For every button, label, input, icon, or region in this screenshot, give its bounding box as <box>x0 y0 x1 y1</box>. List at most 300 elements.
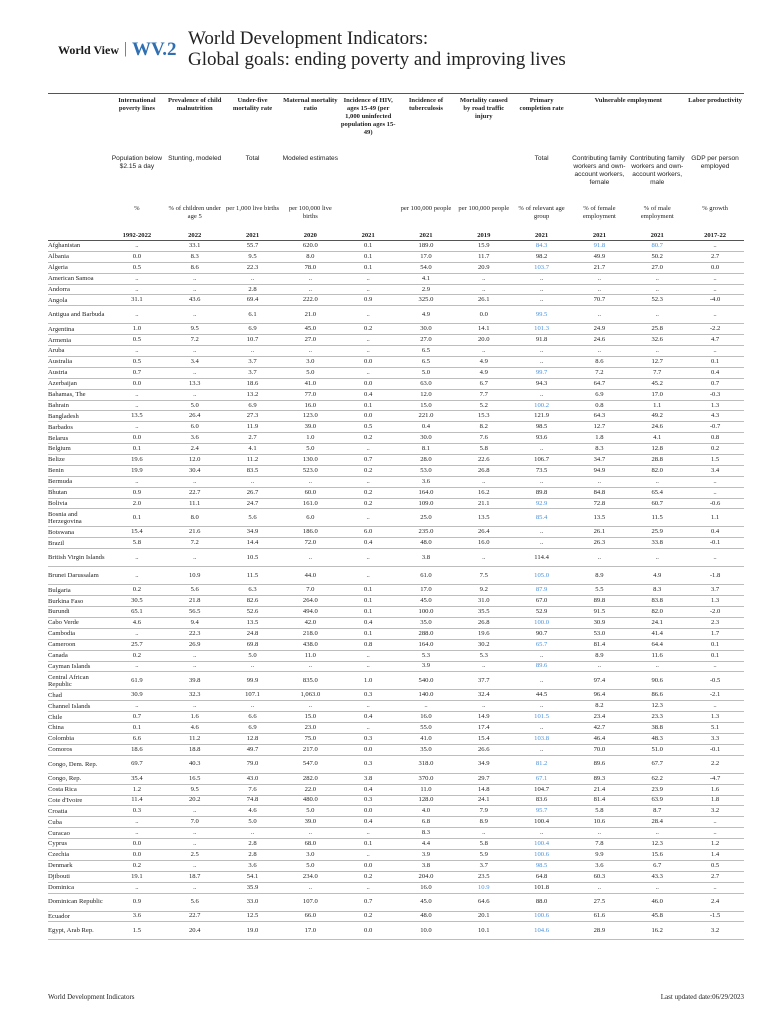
data-cell: 0.0 <box>108 378 166 389</box>
data-cell: 5.8 <box>455 444 513 455</box>
data-cell: 100.0 <box>397 607 455 618</box>
data-cell: 10.9 <box>166 567 224 585</box>
data-cell: 54.0 <box>397 262 455 273</box>
data-cell: 12.7 <box>628 357 686 368</box>
data-cell: 100.0 <box>513 617 571 628</box>
data-cell: 10.0 <box>397 922 455 940</box>
col-unit: per 100,000 people <box>400 205 452 212</box>
data-cell: 26.3 <box>571 538 629 549</box>
data-cell: 5.0 <box>166 400 224 411</box>
data-cell: -0.1 <box>686 744 744 755</box>
col-subtitle: Stunting, modeled <box>168 155 222 162</box>
data-cell: 101.3 <box>513 324 571 335</box>
col-unit: % growth <box>702 205 728 212</box>
data-cell: .. <box>513 650 571 661</box>
data-cell: .. <box>686 273 744 284</box>
data-cell: 64.4 <box>628 639 686 650</box>
data-cell: 0.2 <box>108 585 166 596</box>
data-cell: 34.9 <box>224 527 282 538</box>
data-cell: 32.6 <box>628 335 686 346</box>
data-cell: 90.6 <box>628 672 686 690</box>
data-cell: .. <box>339 882 397 893</box>
data-cell: 23.4 <box>571 712 629 723</box>
data-cell: 0.4 <box>339 617 397 628</box>
data-cell: 6.0 <box>166 422 224 433</box>
data-cell: 31.0 <box>455 596 513 607</box>
data-cell: 8.3 <box>628 585 686 596</box>
table-row <box>48 241 744 252</box>
data-cell: 12.0 <box>397 389 455 400</box>
data-cell: 0.4 <box>339 712 397 723</box>
data-cell: .. <box>628 828 686 839</box>
data-cell: 835.0 <box>281 672 339 690</box>
data-cell: .. <box>513 389 571 400</box>
data-cell: 97.4 <box>571 672 629 690</box>
data-cell: 0.4 <box>339 784 397 795</box>
data-cell: 480.0 <box>281 795 339 806</box>
data-cell: 1.1 <box>628 400 686 411</box>
data-cell: 114.4 <box>513 549 571 567</box>
data-cell: 5.0 <box>281 367 339 378</box>
data-cell: 75.0 <box>281 733 339 744</box>
data-cell: 3.7 <box>224 357 282 368</box>
data-cell: 0.0 <box>108 849 166 860</box>
table-row <box>48 400 744 411</box>
data-cell: 0.7 <box>339 455 397 466</box>
table-row <box>48 617 744 628</box>
data-cell: 94.3 <box>513 378 571 389</box>
country-name: Costa Rica <box>48 784 108 795</box>
data-cell: -2.1 <box>686 690 744 701</box>
data-cell: .. <box>513 284 571 295</box>
group-title: Vulnerable employment <box>571 94 687 156</box>
col-year: 2021 <box>571 230 629 241</box>
data-cell: 30.9 <box>571 617 629 628</box>
data-cell: 7.7 <box>455 389 513 400</box>
data-cell: 16.2 <box>628 922 686 940</box>
data-cell: .. <box>108 882 166 893</box>
data-cell: 4.9 <box>455 357 513 368</box>
data-cell: 55.7 <box>224 241 282 252</box>
table-row <box>48 346 744 357</box>
data-cell: 68.0 <box>281 839 339 850</box>
data-cell: 121.9 <box>513 411 571 422</box>
data-cell: .. <box>281 284 339 295</box>
data-cell: 19.0 <box>224 922 282 940</box>
data-cell: 67.1 <box>513 773 571 784</box>
col-subtitle: Total <box>534 155 549 162</box>
data-cell: 27.0 <box>628 262 686 273</box>
data-cell: 89.8 <box>513 487 571 498</box>
data-cell: 234.0 <box>281 871 339 882</box>
data-cell: 12.3 <box>628 701 686 712</box>
country-name: Brazil <box>48 538 108 549</box>
data-cell: .. <box>513 476 571 487</box>
data-cell: 0.2 <box>108 650 166 661</box>
data-cell: 11.4 <box>108 795 166 806</box>
data-cell: 547.0 <box>281 755 339 773</box>
data-cell: 0.0 <box>108 251 166 262</box>
data-cell: .. <box>166 828 224 839</box>
data-cell: 43.0 <box>224 773 282 784</box>
header-row-units <box>48 205 744 230</box>
data-cell: 3.7 <box>455 860 513 871</box>
col-year: 2021 <box>224 230 282 241</box>
data-cell: 42.0 <box>281 617 339 628</box>
data-cell: 30.5 <box>108 596 166 607</box>
data-cell: .. <box>108 549 166 567</box>
table-row <box>48 585 744 596</box>
section-label: World View <box>58 43 120 57</box>
data-cell: .. <box>571 661 629 672</box>
data-cell: .. <box>281 273 339 284</box>
data-cell: .. <box>339 723 397 734</box>
data-cell: 8.9 <box>455 817 513 828</box>
country-name: Algeria <box>48 262 108 273</box>
table-row <box>48 795 744 806</box>
data-cell: 6.0 <box>281 509 339 527</box>
data-cell: 2.8 <box>224 839 282 850</box>
table-row <box>48 712 744 723</box>
country-name: Albania <box>48 251 108 262</box>
data-cell: 0.5 <box>108 262 166 273</box>
data-cell: .. <box>628 661 686 672</box>
data-cell: 21.1 <box>455 498 513 509</box>
data-cell: 1.7 <box>686 628 744 639</box>
table-row <box>48 273 744 284</box>
data-cell: .. <box>108 661 166 672</box>
data-cell: 204.0 <box>397 871 455 882</box>
data-cell: 11.0 <box>281 650 339 661</box>
data-cell: .. <box>339 306 397 324</box>
table-row <box>48 306 744 324</box>
table-row <box>48 487 744 498</box>
data-cell: 74.8 <box>224 795 282 806</box>
data-cell: 53.0 <box>571 628 629 639</box>
country-name: Belarus <box>48 433 108 444</box>
data-cell: 1,063.0 <box>281 690 339 701</box>
data-cell: 52.6 <box>224 607 282 618</box>
table-row <box>48 893 744 911</box>
data-cell: 6.6 <box>108 733 166 744</box>
country-name: Bermuda <box>48 476 108 487</box>
data-cell: .. <box>628 306 686 324</box>
data-cell: 10.7 <box>224 335 282 346</box>
country-name: Chad <box>48 690 108 701</box>
data-cell: 49.7 <box>224 744 282 755</box>
data-cell: 4.6 <box>224 806 282 817</box>
data-cell: 8.3 <box>571 444 629 455</box>
data-cell: 6.1 <box>224 306 282 324</box>
data-cell: 7.6 <box>224 784 282 795</box>
data-cell: 69.8 <box>224 639 282 650</box>
data-cell: 103.7 <box>513 262 571 273</box>
data-cell: 41.0 <box>281 378 339 389</box>
data-cell: .. <box>166 701 224 712</box>
col-unit: % of relevant age group <box>518 205 565 220</box>
data-cell: 16.0 <box>397 882 455 893</box>
data-cell: 26.4 <box>455 527 513 538</box>
data-cell: 83.8 <box>628 596 686 607</box>
data-cell: .. <box>108 701 166 712</box>
data-cell: 5.8 <box>455 839 513 850</box>
data-cell: 0.7 <box>686 378 744 389</box>
table-row <box>48 882 744 893</box>
data-cell: .. <box>166 273 224 284</box>
table-row <box>48 871 744 882</box>
data-cell: 18.7 <box>166 871 224 882</box>
data-cell: 46.4 <box>571 733 629 744</box>
data-cell: 4.1 <box>397 273 455 284</box>
country-name: Benin <box>48 465 108 476</box>
data-cell: 123.0 <box>281 411 339 422</box>
data-cell: .. <box>513 744 571 755</box>
data-cell: 21.8 <box>166 596 224 607</box>
data-cell: .. <box>339 650 397 661</box>
data-cell: 164.0 <box>397 639 455 650</box>
data-cell: 26.4 <box>166 411 224 422</box>
data-cell: 35.0 <box>397 617 455 628</box>
data-cell: 82.6 <box>224 596 282 607</box>
data-cell: 0.0 <box>108 839 166 850</box>
title-line-1: World Development Indicators: <box>188 28 429 49</box>
section-separator: | <box>124 40 128 57</box>
data-cell: 13.5 <box>571 509 629 527</box>
data-cell: 45.8 <box>628 911 686 922</box>
data-cell: 22.0 <box>281 784 339 795</box>
data-cell: 222.0 <box>281 295 339 306</box>
data-cell: 24.8 <box>224 628 282 639</box>
data-cell: 221.0 <box>397 411 455 422</box>
data-cell: 8.7 <box>628 806 686 817</box>
data-cell: 23.0 <box>281 723 339 734</box>
data-cell: 99.9 <box>224 672 282 690</box>
col-title: Mortality caused by road traffic injury <box>455 94 513 156</box>
data-cell: 103.8 <box>513 733 571 744</box>
data-cell: 0.0 <box>339 860 397 871</box>
data-cell: 70.0 <box>571 744 629 755</box>
data-cell: 4.9 <box>397 306 455 324</box>
data-cell: 15.0 <box>397 400 455 411</box>
data-cell: 33.8 <box>628 538 686 549</box>
data-cell: 65.4 <box>628 487 686 498</box>
data-cell: 100.4 <box>513 817 571 828</box>
data-cell: 4.4 <box>397 839 455 850</box>
data-cell: 0.4 <box>339 817 397 828</box>
data-cell: 0.8 <box>571 400 629 411</box>
data-cell: 28.8 <box>628 455 686 466</box>
data-cell: 1.0 <box>108 324 166 335</box>
data-cell: 6.9 <box>224 723 282 734</box>
footer-updated: Last updated date:06/29/2023 <box>660 993 744 1001</box>
table-row <box>48 567 744 585</box>
data-cell: 10.5 <box>224 549 282 567</box>
data-cell: 61.9 <box>108 672 166 690</box>
data-cell: 0.9 <box>108 893 166 911</box>
data-cell: 11.1 <box>166 498 224 509</box>
data-cell: 0.4 <box>339 389 397 400</box>
data-cell: .. <box>166 839 224 850</box>
data-cell: 19.9 <box>108 465 166 476</box>
data-cell: 7.9 <box>455 806 513 817</box>
data-cell: .. <box>166 806 224 817</box>
data-cell: .. <box>686 828 744 839</box>
data-cell: -2.0 <box>686 607 744 618</box>
country-name: China <box>48 723 108 734</box>
data-cell: 48.0 <box>397 538 455 549</box>
data-cell: 16.2 <box>455 487 513 498</box>
data-cell: 12.3 <box>628 839 686 850</box>
data-cell: .. <box>339 509 397 527</box>
data-cell: 100.6 <box>513 849 571 860</box>
data-cell: 26.6 <box>455 744 513 755</box>
data-cell: 0.0 <box>339 922 397 940</box>
data-cell: 17.4 <box>455 723 513 734</box>
data-cell: .. <box>166 549 224 567</box>
data-cell: 60.3 <box>571 871 629 882</box>
data-cell: 30.0 <box>397 324 455 335</box>
data-cell: 95.7 <box>513 806 571 817</box>
data-cell: 7.2 <box>571 367 629 378</box>
data-cell: 0.2 <box>339 498 397 509</box>
country-name: Afghanistan <box>48 241 108 252</box>
data-cell: .. <box>281 476 339 487</box>
data-cell: .. <box>166 476 224 487</box>
data-cell: 7.0 <box>166 817 224 828</box>
data-cell: 107.0 <box>281 893 339 911</box>
table-row <box>48 335 744 346</box>
col-year: 1992-2022 <box>108 230 166 241</box>
data-cell: .. <box>397 701 455 712</box>
data-cell: .. <box>686 817 744 828</box>
data-cell: 5.5 <box>571 585 629 596</box>
data-cell: 23.3 <box>628 712 686 723</box>
data-cell: 35.9 <box>224 882 282 893</box>
data-cell: 0.0 <box>339 378 397 389</box>
data-cell: 81.4 <box>571 639 629 650</box>
data-cell: 0.0 <box>339 744 397 755</box>
data-cell: 0.2 <box>339 871 397 882</box>
data-cell: 0.1 <box>686 650 744 661</box>
data-cell: 0.1 <box>339 241 397 252</box>
data-cell: -1.8 <box>686 567 744 585</box>
data-cell: .. <box>108 284 166 295</box>
col-unit: % <box>134 205 140 212</box>
data-cell: 17.0 <box>628 389 686 400</box>
data-cell: 370.0 <box>397 773 455 784</box>
data-cell: 70.7 <box>571 295 629 306</box>
data-cell: 15.3 <box>455 411 513 422</box>
data-cell: 50.2 <box>628 251 686 262</box>
data-cell: 7.2 <box>166 538 224 549</box>
data-cell: 4.1 <box>628 433 686 444</box>
data-cell: 19.6 <box>455 628 513 639</box>
data-cell: .. <box>455 273 513 284</box>
data-cell: 0.5 <box>339 422 397 433</box>
data-cell: 0.1 <box>108 444 166 455</box>
data-cell: 0.1 <box>108 723 166 734</box>
data-cell: 5.0 <box>397 367 455 378</box>
data-cell: .. <box>224 661 282 672</box>
data-cell: 34.9 <box>455 755 513 773</box>
data-cell: 3.0 <box>281 357 339 368</box>
table-row <box>48 596 744 607</box>
data-cell: 99.5 <box>513 306 571 324</box>
data-cell: 11.2 <box>166 733 224 744</box>
data-cell: 25.9 <box>628 527 686 538</box>
data-cell: 9.5 <box>166 324 224 335</box>
data-cell: 3.2 <box>686 922 744 940</box>
data-cell: 3.6 <box>166 433 224 444</box>
data-cell: 130.0 <box>281 455 339 466</box>
data-cell: 90.7 <box>513 628 571 639</box>
data-cell: 620.0 <box>281 241 339 252</box>
data-cell: 1.2 <box>108 784 166 795</box>
country-name: Dominican Republic <box>48 893 108 911</box>
table-row <box>48 527 744 538</box>
data-cell: 1.3 <box>686 400 744 411</box>
data-cell: .. <box>628 549 686 567</box>
data-cell: 1.2 <box>686 839 744 850</box>
data-cell: 89.6 <box>571 755 629 773</box>
data-cell: 27.3 <box>224 411 282 422</box>
country-name: Comoros <box>48 744 108 755</box>
country-name: Belgium <box>48 444 108 455</box>
data-cell: 14.9 <box>455 712 513 723</box>
country-name: Armenia <box>48 335 108 346</box>
table-row <box>48 733 744 744</box>
data-cell: .. <box>281 828 339 839</box>
country-name: Cambodia <box>48 628 108 639</box>
data-cell: 109.0 <box>397 498 455 509</box>
country-name: Chile <box>48 712 108 723</box>
data-cell: .. <box>628 273 686 284</box>
data-cell: .. <box>281 701 339 712</box>
data-cell: 98.2 <box>513 251 571 262</box>
data-cell: 8.1 <box>397 444 455 455</box>
indicators-table <box>48 93 744 940</box>
data-cell: 32.3 <box>166 690 224 701</box>
page-header <box>58 26 758 76</box>
data-cell: 27.5 <box>571 893 629 911</box>
data-cell: 72.0 <box>281 538 339 549</box>
data-cell: 0.1 <box>339 400 397 411</box>
country-name: Cyprus <box>48 839 108 850</box>
data-cell: .. <box>108 422 166 433</box>
data-cell: 78.0 <box>281 262 339 273</box>
data-cell: 62.2 <box>628 773 686 784</box>
data-cell: 0.0 <box>108 433 166 444</box>
data-cell: 3.6 <box>224 860 282 871</box>
data-cell: 23.5 <box>455 871 513 882</box>
data-cell: 8.3 <box>166 251 224 262</box>
data-cell: 26.9 <box>166 639 224 650</box>
data-cell: 31.1 <box>108 295 166 306</box>
data-cell: 5.0 <box>281 860 339 871</box>
data-cell: 101.5 <box>513 712 571 723</box>
data-cell: .. <box>108 306 166 324</box>
data-cell: 0.5 <box>108 357 166 368</box>
data-cell: 6.0 <box>339 527 397 538</box>
data-cell: 10.9 <box>455 882 513 893</box>
data-cell: 12.5 <box>224 911 282 922</box>
table-row <box>48 828 744 839</box>
data-cell: 12.8 <box>628 444 686 455</box>
data-cell: 24.9 <box>571 324 629 335</box>
data-cell: .. <box>224 701 282 712</box>
data-cell: 4.6 <box>108 617 166 628</box>
data-cell: 35.0 <box>397 744 455 755</box>
